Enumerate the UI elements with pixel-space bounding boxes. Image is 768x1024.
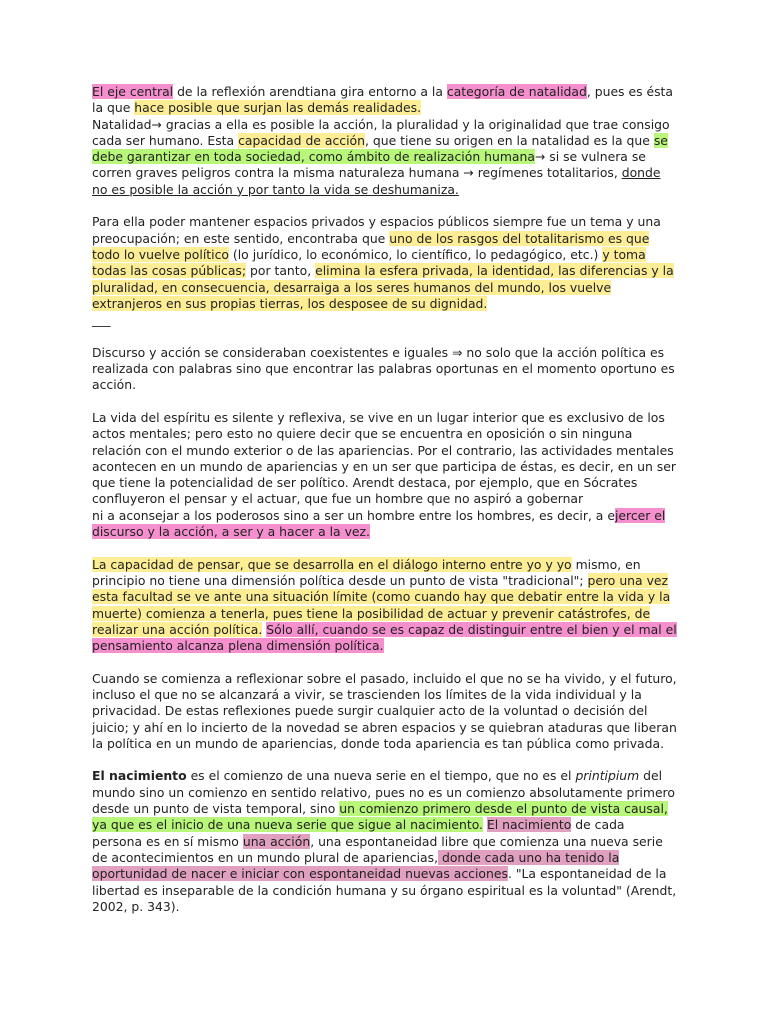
text-span: Natalidad→ gracias a ella es posible la acción, la pluralidad y la originalidad que trae consigo cada ser humano. Esta [92, 116, 670, 148]
text-span: , una espontaneidad libre que comienza una nueva serie de acontecimientos en un mundo plural de apariencias, [92, 833, 663, 865]
highlight-esfera-privada: elimina la esfera privada, la identidad, las diferencias y la pluralidad, en consecuencia, desarraiga a los seres humanos del mundo, los vuelve extranjeros en sus propias tierras, los desposee de su dignidad. [92, 263, 674, 311]
highlight-una-accion: una acción [242, 833, 311, 849]
highlight-capacidad-pensar: La capacidad de pensar, que se desarrolla en el diálogo interno entre yo y yo [92, 556, 572, 572]
highlight-se-debe-garantizar: se debe garantizar en toda sociedad, como ámbito de realización humana [92, 132, 668, 165]
highlight-dimension-politica: Sólo allí, cuando se es capaz de distinguir entre el bien y el mal el pensamiento alcanza plena dimensión política. [92, 621, 677, 654]
text-span: La vida del espíritu es silente y reflexiva, se vive en un lugar interior que es exclusivo de los actos mentales; pero esto no quiere decir que se encuentra en oposición o sin ninguna relación con el mundo exterior o de las apariencias. Por el contrario, las actividades mentales acontecen en un mundo de apariencias y en un ser que participa de éstas, es decir, en un ser que tiene la potencialidad de ser político. Arendt destaca, por ejemplo, que en Sócrates confluyeron el pensar y el actuar, que fue un hombre que no aspiró a gobernar [92, 409, 676, 507]
text-span: Para ella poder mantener espacios privados y espacios públicos siempre fue un tema y una preocupación; en este sentido, encontraba que [92, 214, 661, 246]
text-span: es el comienzo de una nueva serie en el tiempo, que no es el [186, 768, 576, 784]
text-span: del mundo sino un comienzo en sentido relativo, pues no es un comienzo absolutamente primero desde un punto de vista temporal, sino [92, 768, 675, 817]
text-span: , que tiene su origen en la natalidad es la que [364, 132, 654, 148]
highlight-eje-central: El eje central [92, 84, 174, 99]
text-span: (lo jurídico, lo económico, lo científico, lo pedagógico, etc.) [228, 246, 603, 262]
text-span: Discurso y acción se consideraban coexistentes e iguales ⇒ no solo que la acción política es realizada con palabras sino que encontrar las palabras oportunas en el momento oportuno es acción. [92, 344, 675, 393]
text-span: mismo, en principio no tiene una dimensión política desde un punto de vista "tradicional"; [92, 556, 641, 588]
underline-deshumaniza: donde no es posible la acción y por tanto la vida se deshumaniza. [92, 165, 661, 197]
highlight-categoria-natalidad: categoría de natalidad [446, 84, 587, 99]
highlight-el-nacimiento: El nacimiento [486, 817, 572, 833]
highlight-comienzo-causal: un comienzo primero desde el punto de vista causal, ya que es el inicio de una nueva serie que sigue al nacimiento. [92, 801, 668, 833]
paragraph-discurso-accion [92, 345, 678, 394]
paragraph-nacimiento [92, 768, 678, 915]
highlight-rasgos-totalitarismo: uno de los rasgos del totalitarismo es que todo lo vuelve político [92, 230, 650, 262]
text-span: Cuando se comienza a reflexionar sobre el pasado, incluido el que no se ha vivido, y el futuro, incluso el que no se alcanzará a vivir, se trascienden los límites de la vida individual y la privacidad. De estas reflexiones puede surgir cualquier acto de la voluntad o decisión del juicio; y ahí en lo incierto de la novedad se abren espacios y se quiebran ataduras que liberan la política en un mundo de apariencias, donde toda apariencia es tan pública como privada. [92, 670, 677, 751]
text-span: , pues es ésta la que [92, 84, 674, 116]
text-span: por tanto, [246, 263, 316, 279]
highlight-capacidad-accion: capacidad de acción [238, 132, 365, 148]
highlight-ejercer-discurso: jercer el discurso y la acción, a ser y a hacer a la vez. [92, 507, 666, 540]
text-span: ni a aconsejar a los poderosos sino a ser un hombre entre los hombres, es decir, a e [92, 507, 615, 523]
section-divider: ___ [92, 312, 111, 328]
paragraph-capacidad-pensar [92, 557, 678, 655]
text-span: . "La espontaneidad de la libertad es inseparable de la condición humana y su órgano espiritual es la voluntad" (Arendt, 2002, p. 343). [92, 866, 677, 914]
paragraph-natalidad [92, 84, 678, 198]
text-span: de cada persona es en sí mismo [92, 817, 625, 849]
highlight-cosas-publicas: y toma todas las cosas públicas; [92, 246, 646, 279]
italic-printipium: printipium [575, 768, 640, 784]
text-span: → si se vulnera se corren graves peligros contra la misma naturaleza humana → regímenes totalitarios, [92, 149, 646, 181]
paragraph-vida-espiritu [92, 410, 678, 540]
paragraph-totalitarismo [92, 214, 678, 312]
highlight-espontaneidad-acciones: donde cada uno ha tenido la oportunidad de nacer e iniciar con espontaneidad nuevas acciones [92, 849, 620, 882]
paragraph-reflexionar-pasado [92, 671, 678, 752]
text-span: de la reflexión arendtiana gira entorno a la [173, 84, 447, 99]
highlight-situacion-limite: pero una vez esta facultad se ve ante una situación límite (como cuando hay que debatir entre la vida y la muerte) comienza a tenerla, pues tiene la posibilidad de actuar y prevenir catástrofes, de realizar una acción política. [92, 572, 671, 637]
bold-el-nacimiento: El nacimiento [92, 768, 187, 784]
highlight-hace-posible: hace posible que surjan las demás realidades. [134, 100, 422, 116]
